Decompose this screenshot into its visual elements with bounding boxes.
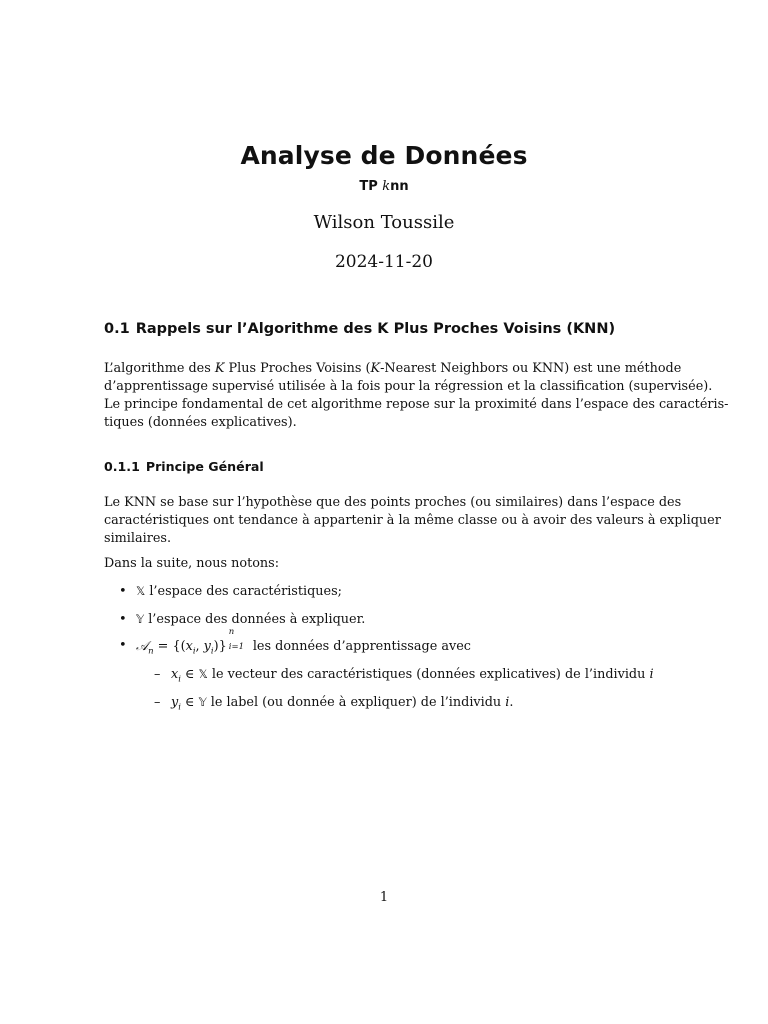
sublist-item-text: le label (ou donnée à expliquer) de l’individu (206, 695, 506, 710)
math-var: x (171, 667, 179, 682)
math-var: i (649, 667, 654, 682)
bullet-icon: • (119, 612, 127, 627)
set-symbol: 𝕐 (136, 612, 145, 626)
math-a: 𝒜 (136, 639, 149, 654)
list-item-text: l’espace des caractéristiques; (145, 584, 342, 599)
list-item-text: l’espace des données à expliquer. (144, 612, 366, 627)
math-var: x (185, 639, 193, 654)
subsection-paragraph (104, 494, 721, 548)
math-sub: i (178, 674, 181, 685)
document-title: Analyse de Données (240, 141, 528, 170)
list-item-text: les données d’apprentissage avec (248, 639, 471, 654)
section-number: 0.1 (104, 321, 130, 337)
section-paragraph (104, 360, 729, 432)
paragraph-line: d’apprentissage supervisé utilisée à la fois pour la régression et la classification (supervisée). (104, 379, 713, 394)
math-text: ∈ (180, 695, 199, 710)
subtitle-suffix: nn (390, 179, 409, 194)
dash-icon: – (154, 695, 161, 710)
math-bounds: n i=1 (228, 627, 245, 652)
document-subtitle (0, 179, 768, 194)
list-item-content (136, 627, 471, 657)
math-text: )} (213, 639, 227, 654)
sublist-item-text: le vecteur des caractéristiques (données explicatives) de l’individu (207, 667, 650, 682)
set-symbol: 𝕏 (198, 667, 208, 681)
math-k: K (370, 361, 381, 376)
section-heading (104, 321, 615, 337)
math-var: y (171, 695, 179, 710)
document-author: Wilson Toussile (313, 212, 455, 233)
section-title: Rappels sur l’Algorithme des K Plus Proches Voisins (KNN) (135, 321, 616, 337)
sublist-item-content (171, 695, 514, 713)
paragraph-line: caractéristiques ont tendance à appartenir à la même classe ou à avoir des valeurs à expliquer (104, 513, 721, 528)
document-date: 2024-11-20 (334, 252, 433, 272)
math-text: , (195, 639, 204, 654)
paragraph-line: Dans la suite, nous notons: (104, 556, 280, 571)
math-sub: i (178, 702, 181, 713)
paragraph-line: Le principe fondamental de cet algorithme repose sur la proximité dans l’espace des caractéris- (104, 397, 729, 412)
dash-icon: – (154, 667, 161, 682)
subsection-heading (104, 459, 264, 474)
list-item-content (136, 584, 342, 599)
notation-intro (104, 555, 665, 573)
set-symbol: 𝕏 (136, 584, 146, 598)
math-text: = {( (153, 639, 186, 654)
math-sub: i (210, 646, 214, 657)
math-sub: i (192, 646, 196, 657)
text-run: L’algorithme des (104, 361, 215, 376)
math-var: y (203, 639, 211, 654)
sublist-item-content (171, 667, 654, 685)
text-run: Plus Proches Voisins ( (224, 361, 371, 376)
subsection-number: 0.1.1 (104, 459, 140, 474)
math-k: K (214, 361, 225, 376)
page-number: 1 (379, 890, 389, 905)
list-item-content (136, 612, 365, 627)
math-var: i (505, 695, 510, 710)
math-text: . (509, 695, 514, 710)
subsection-title: Principe Général (145, 459, 264, 474)
paragraph-line: Le KNN se base sur l’hypothèse que des points proches (ou similaires) dans l’espace des (104, 495, 682, 510)
bullet-icon: • (119, 638, 127, 653)
subtitle-prefix: TP (359, 179, 383, 194)
subtitle-k: k (382, 179, 391, 194)
text-run: -Nearest Neighbors ou KNN) est une méthode (380, 361, 682, 376)
bullet-icon: • (119, 584, 127, 599)
set-symbol: 𝕐 (198, 695, 207, 709)
math-sub: n (148, 646, 154, 657)
paragraph-line: similaires. (104, 531, 172, 546)
paragraph-line: tiques (données explicatives). (104, 415, 297, 430)
paragraph-line (104, 360, 682, 378)
math-text: ∈ (180, 667, 199, 682)
